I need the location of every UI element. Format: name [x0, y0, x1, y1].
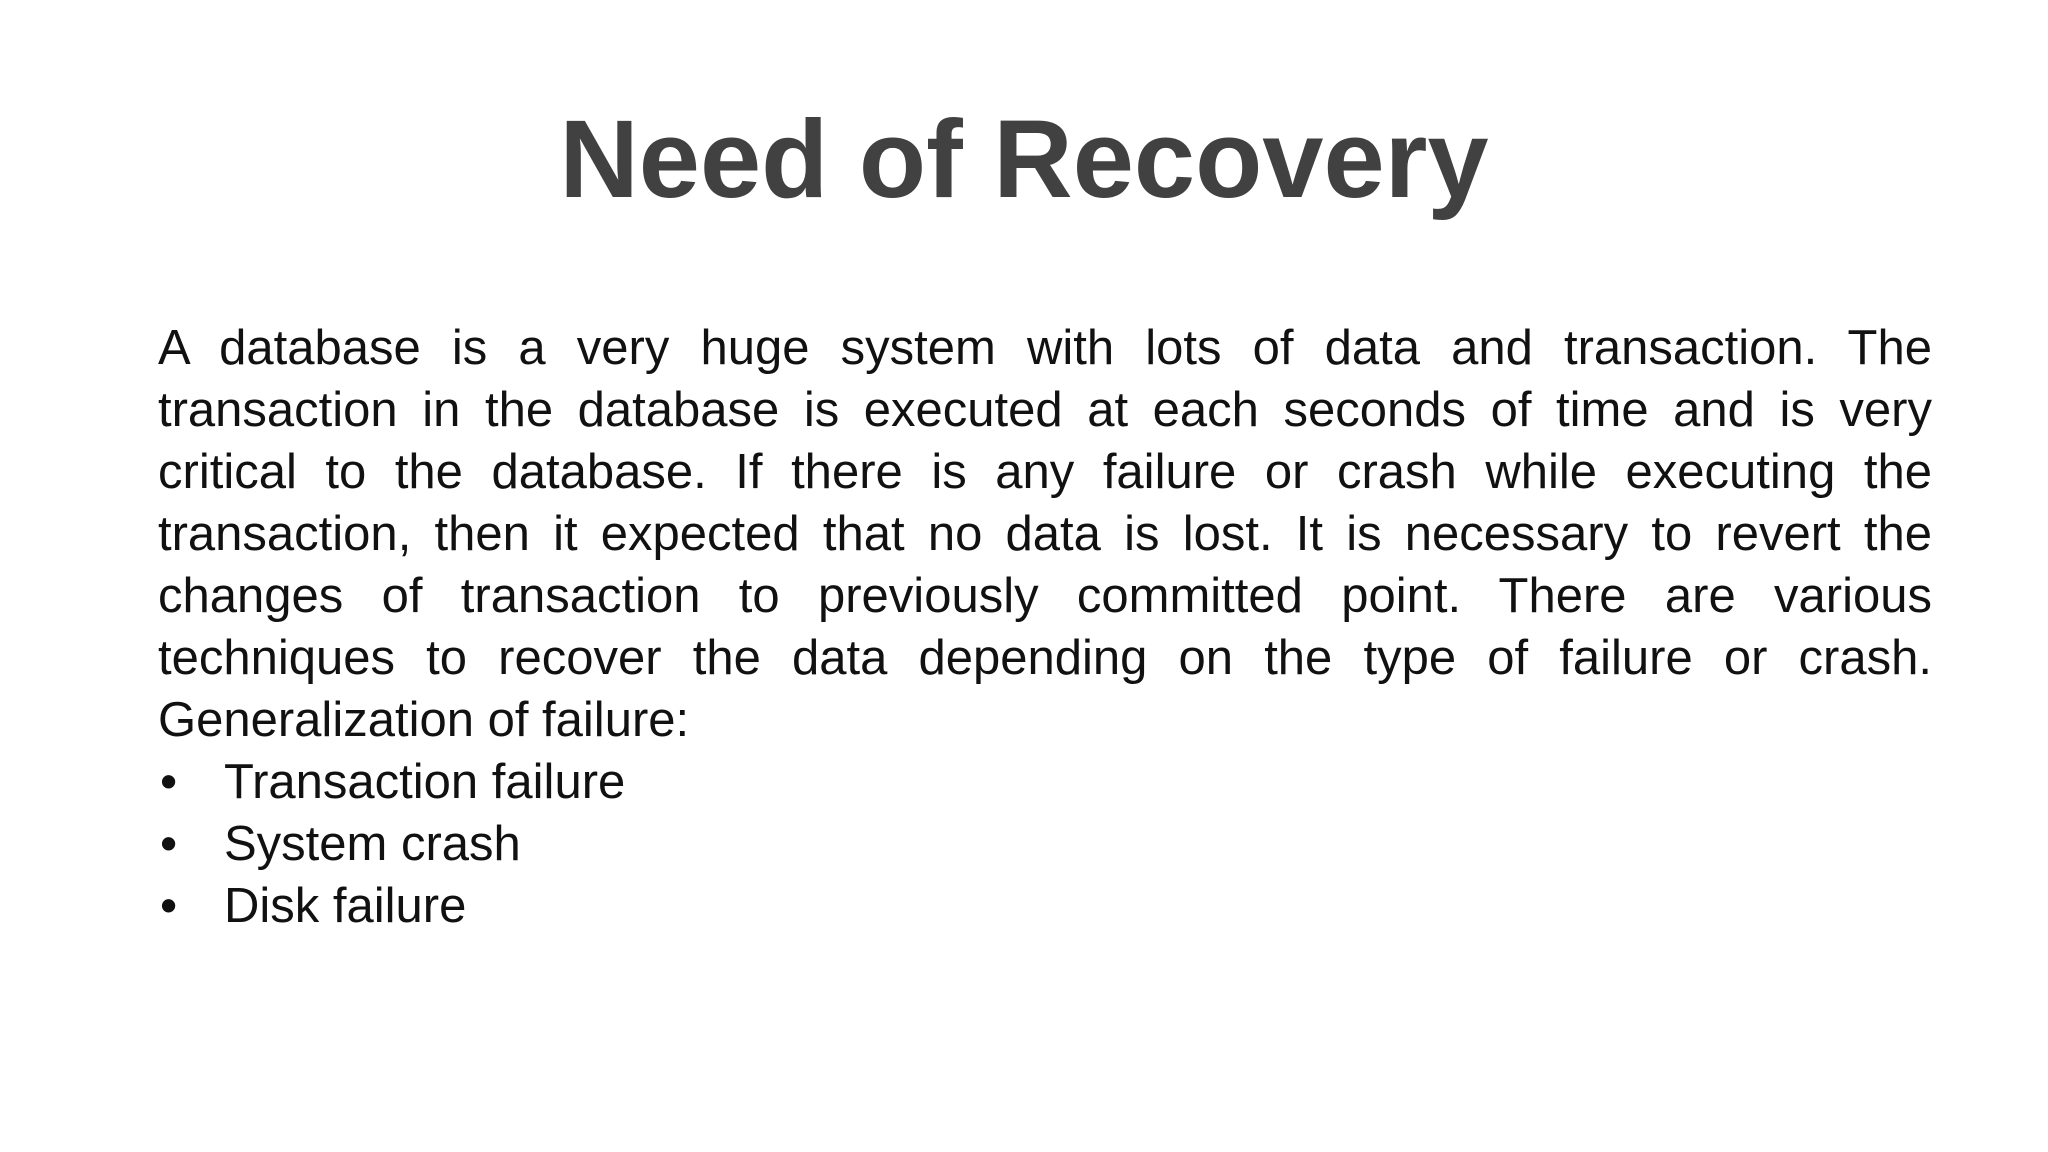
list-item-label: Disk failure: [224, 879, 467, 933]
list-item: [158, 875, 1932, 937]
bullet-icon: •: [160, 755, 178, 809]
list-item: [158, 751, 1932, 813]
failure-list: [158, 751, 1932, 937]
list-item: [158, 813, 1932, 875]
bullet-icon: •: [160, 879, 178, 933]
bullet-icon: •: [160, 817, 178, 871]
slide-title: Need of Recovery: [559, 98, 1489, 221]
list-item-label: Transaction failure: [224, 755, 626, 809]
body-paragraph: A database is a very huge system with lots of data and transaction. The transaction in the database is executed at each seconds of time and is very critical to the database. If there is any failure or crash while executing the transaction, then it expected that no data is lost. It is necessary to revert the changes of transaction to previously committed point. There are various techniques to recover the data depending on the type of failure or crash. Generalization of failure:: [158, 321, 1932, 747]
slide-body: [158, 317, 1932, 937]
list-item-label: System crash: [224, 817, 521, 871]
